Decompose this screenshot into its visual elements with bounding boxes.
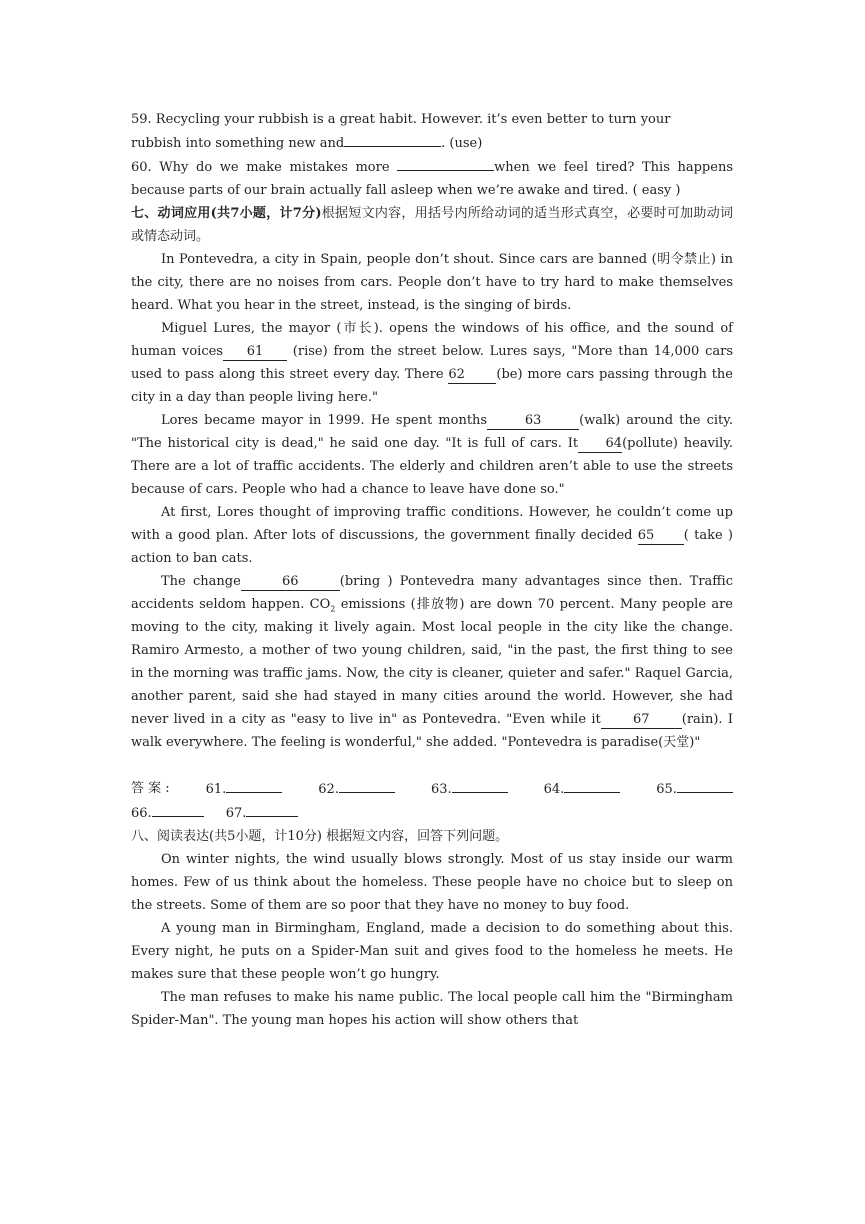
q60-post: when we feel tired? This happens because parts of our brain actually fall asleep when we’re awake and tired. ( easy ): [131, 160, 733, 198]
answer-66-label: 66.: [131, 806, 152, 821]
q59-line2-pre: rubbish into something new and: [131, 136, 345, 151]
answer-65-label: 65.: [656, 782, 677, 797]
reading-paragraph-2: A young man in Birmingham, England, made a decision to do something about this. Every night, he puts on a Spider-Man suit and gives food to the homeless he meets. He makes sure that these people won’t go hungry.: [131, 921, 733, 982]
passage-paragraph-1: In Pontevedra, a city in Spain, people don’t shout. Since cars are banned (明令禁止) in the city, there are no noises from cars. People don’t have to try hard to make themselves heard. What you hear in the street, instead, is the singing of birds.: [131, 252, 733, 313]
answer-67[interactable]: [226, 801, 299, 825]
section-8-heading: 八、阅读表达(共5小题，计10分) 根据短文内容，回答下列问题。: [131, 829, 509, 844]
blank-66[interactable]: 66: [241, 574, 340, 591]
answer-61[interactable]: [206, 777, 283, 801]
passage-p4-text-a: At first, Lores thought of improving traffic conditions. However, he couldn’t come up with a good plan. After lots of discussions, the government finally decided: [131, 505, 733, 543]
answer-label: 答 案 :: [131, 781, 170, 796]
section-7-instruction: 根据短文内容，用括号内所给动词的适当形式真空，必要时可加助动词或情态动词。: [131, 206, 733, 244]
answer-63[interactable]: [431, 777, 508, 801]
question-60: [131, 155, 733, 202]
passage-p5-text-a: The change: [161, 574, 241, 589]
passage-p4-text-b: ( take ) action to ban cats.: [131, 528, 733, 566]
q59-blank[interactable]: [344, 131, 441, 147]
co2-subscript: 2: [330, 604, 336, 614]
answer-64-label: 64.: [543, 782, 565, 797]
answer-62[interactable]: [318, 777, 395, 801]
blank-67[interactable]: 67: [601, 712, 682, 729]
passage-paragraph-4: [131, 501, 733, 570]
document-page: [131, 108, 733, 1032]
answer-67-blank[interactable]: [246, 801, 298, 817]
answer-row-2: [131, 801, 733, 825]
answer-62-label: 62.: [318, 782, 339, 797]
passage-p5-text-d: (rain). I walk everywhere. The feeling is wonderful," she added. "Pontevedra is paradise(天堂)": [131, 712, 733, 750]
section-7-header: [131, 202, 733, 248]
blank-63[interactable]: 63: [487, 413, 579, 430]
passage-p3-text-a: Lores became mayor in 1999. He spent months: [161, 413, 488, 428]
q60-pre: 60. Why do we make mistakes more: [131, 160, 398, 175]
passage-p3-text-b: (walk) around the city. "The historical city is dead," he said one day. "It is full of cars. It: [131, 413, 733, 451]
passage-p3-text-c: (pollute) heavily. There are a lot of traffic accidents. The elderly and children aren’t able to use the streets because of cars. People who had a chance to leave have done so.": [131, 436, 733, 497]
blank-64[interactable]: 64: [578, 436, 622, 453]
answer-66-blank[interactable]: [152, 801, 204, 817]
q59-line1: 59. Recycling your rubbish is a great habit. However. it’s even better to turn your: [131, 112, 671, 127]
blank-61[interactable]: 61: [223, 344, 287, 361]
passage-p2-text-b: (rise) from the street below. Lures says, "More than 14,000 cars used to pass along this street every day. There: [131, 344, 733, 382]
reading-paragraph-1: On winter nights, the wind usually blows strongly. Most of us stay inside our warm homes. Few of us think about the homeless. These people have no choice but to sleep on the streets. Some of them are so poor that they have no money to buy food.: [131, 852, 733, 913]
blank-62[interactable]: 62: [448, 367, 496, 384]
section-7-heading: 七、动词应用(共7小题，计7分): [131, 206, 322, 221]
passage-p5-text-b: (bring ) Pontevedra many advantages since then. Traffic accidents seldom happen. CO: [131, 574, 733, 612]
passage-p2-text-a: Miguel Lures, the mayor (市长). opens the windows of his office, and the sound of human voices: [131, 321, 733, 359]
passage-paragraph-2: [131, 317, 733, 409]
answer-64-blank[interactable]: [564, 777, 620, 793]
answer-61-blank[interactable]: [226, 777, 282, 793]
answer-61-label: 61.: [205, 782, 227, 797]
answer-66[interactable]: [131, 801, 204, 825]
answer-row-1: [131, 777, 733, 801]
answer-62-blank[interactable]: [339, 777, 395, 793]
passage-paragraph-3: [131, 409, 733, 501]
passage-p2-text-c: (be) more cars passing through the city in a day than people living here.": [131, 367, 733, 405]
answer-63-blank[interactable]: [452, 777, 508, 793]
answer-64[interactable]: [544, 777, 621, 801]
passage-p5-text-c: emissions (排放物) are down 70 percent. Many people are moving to the city, making it lively again. Most local people in the city like the change. Ramiro Armesto, a mother of two young children, said, "in the past, the first thing to see in the morning was traffic jams. Now, the city is cleaner, quieter and safer." Raquel Garcia, another parent, said she had stayed in many cities around the world. However, she had never lived in a city as "easy to live in" as Pontevedra. "Even while it: [131, 597, 733, 727]
reading-paragraph-3: The man refuses to make his name public. The local people call him the "Birmingham Spider-Man". The young man hopes his action will show others that: [131, 990, 733, 1028]
passage-paragraph-5: [131, 570, 733, 754]
answer-65[interactable]: [656, 777, 733, 801]
blank-65[interactable]: 65: [638, 528, 684, 545]
answer-63-label: 63.: [430, 782, 452, 797]
answer-65-blank[interactable]: [677, 777, 733, 793]
question-59: [131, 108, 733, 155]
q60-blank[interactable]: [397, 155, 494, 171]
q59-line2-post: . (use): [441, 136, 483, 151]
answer-67-label: 67.: [225, 806, 247, 821]
